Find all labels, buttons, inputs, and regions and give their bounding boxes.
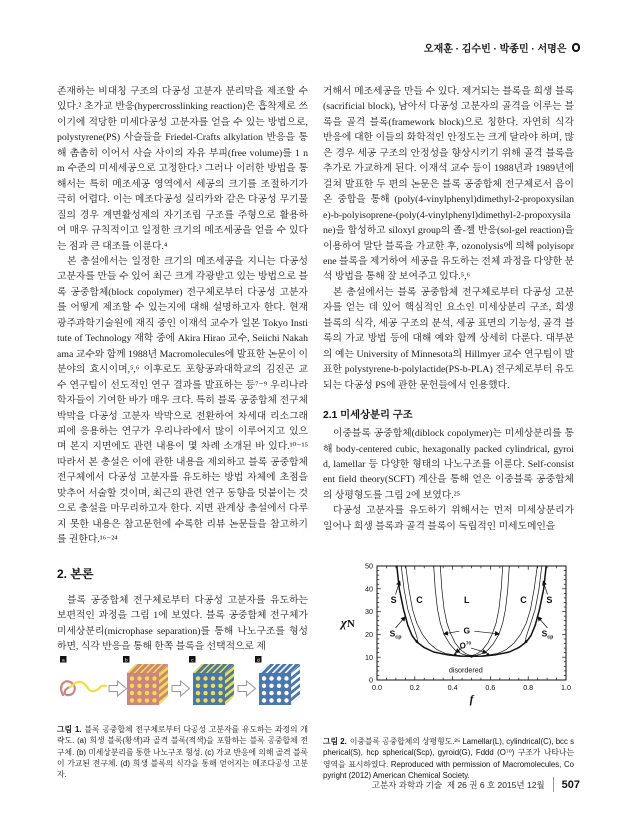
paragraph: 본 총설에서는 블록 공중합체 전구체로부터 다공성 고분자를 얻는 데 있어 핵심적인 요소인 미세상분리 구조, 희생 블록의 식각, 세공 구조의 분석, 세공 표면의 기능성, 골격 블록의 가교 방법 등에 대해 예와 함께 상세히 다룬다. 대부분의 예는 University of Minnesota의 Hillmyer 교수 연구팀이 발표한 polystyrene-b-polylactide(PS-b-PLA) 전구체로부터 유도되는 다공성 PS에 관한 문헌들에서 인용했다.	[323, 286, 574, 391]
svg-text:disordered: disordered	[448, 665, 483, 675]
paragraph: 본 총설에서는 일정한 크기의 메조세공을 지니는 다공성 고분자를 만들 수 있어 최근 크게 각광받고 있는 방법으로 블록 공중합체(block copolymer) 전구체로부터 다공성 고분자를 어떻게 제조할 수 있는지에 대해 설명하고자 한다. 현재 광주과학기술원에 재직 중인 이재석 교수가 일본 Tokyo Institute of Technology 재학 중에 Akira Hirao 교수, Seiichi Nakahama 교수와 함께 1988년 Macromolecules에 발표한 논문이 이 분야의 효시이며,⁵,⁶ 이후로도 포항공과대학교의 김진곤 교수 연구팀이 선도적인 연구 결과를 발표하는 등⁷⁻⁹ 우리나라 학자들이 기여한 바가 매우 크다. 특히 블록 공중합체 전구체 박막을 다공성 고분자 박막으로 전환하여 차세대 리소그래피에 응용하는 연구가 우리나라에서 많이 이루어지고 있으며 본지 지면에도 관련 내용이 몇 차례 소개된 바 있다.¹⁰⁻¹⁵ 따라서 본 총설은 이에 관한 내용을 제외하고 블록 공중합체 전구체에서 다공성 고분자를 유도하는 방법 자체에 초점을 맞추어 서술할 것이며, 최근의 관련 연구 동향을 덧붙이는 것으로 총설을 마무리하고자 한다. 지면 관계상 총설에서 다루지 못한 내용은 참고문헌에 수록한 리뷰 논문들을 참고하기를 권한다.¹⁶⁻²⁴	[57, 255, 308, 546]
paragraph: 다공성 고분자를 유도하기 위해서는 먼저 미세상분리가 일어나 희생 블록과 골격 블록이 독립적인 미세도메인을	[323, 505, 574, 532]
figure1-schematic-image	[57, 656, 308, 718]
svg-text:50: 50	[365, 561, 373, 571]
right-column	[323, 84, 574, 790]
two-column-body	[57, 84, 574, 790]
svg-text:1.0: 1.0	[561, 683, 571, 692]
section-heading: 2. 본론	[57, 566, 94, 581]
journal-info: 고분자 과학과 기술 제 26 권 6 호 2015년 12월	[371, 779, 545, 790]
svg-text:Scp: $S_{cp}$	[389, 628, 402, 641]
figure2-caption-text: 이중블록 공중합체의 상평형도.²⁵ Lamellar(L), cylindrical(C), bcc spherical(S), hcp spherical(Scp), gyroid(G), Fddd (O⁷⁰) 구조가 나타나는 영역을 표시하였다. Reproduced with permission of Macromolecules, Copyright (2012) American Chemical Society.	[323, 737, 574, 780]
svg-text:0.4: 0.4	[447, 683, 458, 692]
svg-text:30: 30	[365, 607, 373, 617]
left-column	[57, 84, 308, 790]
svg-text:f: f	[469, 694, 474, 706]
svg-text:χN: χN	[341, 616, 355, 630]
svg-text:G: G	[463, 625, 471, 636]
svg-text:20: 20	[365, 630, 373, 639]
footer-divider	[553, 777, 554, 792]
svg-text:Scp: $S_{cp}$	[541, 628, 554, 641]
paragraph-continuation: 존재하는 비대칭 구조의 다공성 고분자 분리막을 제조할 수 있다.² 초가교 반응(hypercrosslinking reaction)은 흡착제로 쓰이기에 적당한 미세다공성 고분자를 얻을 수 있는 방법으로, polystyrene(PS) 사슬들을 Friedel-Crafts alkylation 반응을 통해 촘촘히 이어서 사슬 사이의 자유 부피(free volume)를 1 nm 수준의 미세세공으로 고정한다.³ 그러나 이러한 방법을 통해서는 특히 메조세공 영역에서 세공의 크기를 조절하기가 극히 어렵다. 이는 메조다공성 실리카와 같은 다공성 무기물질의 경우 계면활성제의 자기조립 구조를 주형으로 활용하여 매우 규칙적이고 일정한 크기의 메조세공을 얻을 수 있다는 점과 큰 대조를 이룬다.⁴	[57, 86, 308, 252]
svg-text:0.2: 0.2	[409, 683, 420, 692]
figure-2	[323, 560, 574, 781]
svg-text:0.6: 0.6	[485, 683, 496, 692]
svg-text:C: C	[416, 595, 423, 606]
paragraph: 이중블록 공중합체(diblock copolymer)는 미세상분리를 통해 body-centered cubic, hexagonally packed cylindrical, gyroid, lamellar 등 다양한 형태의 나노구조를 이룬다. Self-consistent field theory(SCFT) 계산을 통해 얻은 이중블록 공중합체의 상평형도를 그림 2에 보였다.²⁵	[323, 428, 574, 501]
svg-text:0: 0	[369, 675, 373, 685]
subsection-heading: 2.1 미세상분리 구조	[323, 410, 413, 422]
figure1-caption-text: 블록 공중합체 전구체로부터 다공성 고분자를 유도하는 과정의 개략도. (a) 희생 블록(황색)과 골격 블록(적색)을 포함하는 블록 공중합체 전구체. (b) 미세상분리를 통한 나노구조 형성. (c) 가교 반응에 의해 골격 블록이 가교된 전구체. (d) 희생 블록의 식각을 통해 얻어지는 메조다공성 고분자.	[57, 725, 308, 780]
svg-text:40: 40	[365, 584, 373, 594]
svg-text:L: L	[464, 595, 470, 606]
paragraph-continuation: 거해서 메조세공을 만들 수 있다. 제거되는 블록을 희생 블록(sacrificial block), 남아서 다공성 고분자의 골격을 이루는 블록을 골격 블록(framework block)으로 칭한다. 자연히 식각 반응에 대한 이들의 화학적인 안정도는 크게 달라야 하며, 많은 경우 세공 구조의 안정성을 향상시키기 위해 골격 블록을 추가로 가교하게 된다. 이재석 교수 등이 1988년과 1989년에 걸쳐 발표한 두 편의 논문은 블록 공중합체 전구체로서 음이온 중합을 통해 (poly(4-vinylphenyl)dimethyl-2-propoxysilane)-b-polyisoprene-(poly(4-vinylphenyl)dimethyl-2-propoxysilane)을 합성하고 siloxyl group의 졸-젤 반응(sol-gel reaction)을 이용하여 말단 블록을 가교한 후, ozonolysis에 의해 polyisoprene 블록을 제거하여 세공을 유도하는 전체 과정을 다양한 분석 방법을 통해 잘 보여주고 있다.⁵,⁶	[323, 86, 574, 283]
page-footer	[372, 777, 580, 792]
paragraph: 블록 공중합체 전구체로부터 다공성 고분자를 유도하는 보편적인 과정을 그림 1에 보였다. 블록 공중합체 전구체가 미세상분리(microphase separation)를 통해 나노구조를 형성하면, 식각 반응을 통해 한쪽 블록을 선택적으로 제	[57, 594, 308, 652]
figure-1	[57, 656, 308, 780]
figure1-caption-label: 그림 1.	[57, 725, 82, 734]
svg-text:10: 10	[365, 652, 373, 662]
svg-text:a: a	[61, 658, 65, 664]
author-names: 오재훈 · 김수빈 · 박종민 · 서명은	[423, 44, 567, 55]
svg-text:C: C	[520, 595, 527, 606]
svg-text:c: c	[191, 658, 194, 664]
phase-diagram-chart	[323, 560, 574, 730]
page-header	[424, 40, 580, 55]
svg-text:S: S	[546, 595, 553, 606]
figure1-caption	[57, 724, 308, 780]
figure2-caption	[323, 736, 574, 781]
page-number: 507	[561, 778, 580, 791]
svg-text:0.8: 0.8	[523, 683, 534, 692]
svg-text:d: d	[256, 658, 260, 664]
orcid-icon	[572, 43, 581, 52]
figure2-caption-label: 그림 2.	[323, 737, 347, 746]
svg-text:0.0: 0.0	[372, 683, 382, 692]
svg-text:O70: $O^{70}$	[459, 641, 472, 651]
svg-text:S: S	[390, 595, 397, 606]
svg-text:b: b	[124, 658, 128, 664]
